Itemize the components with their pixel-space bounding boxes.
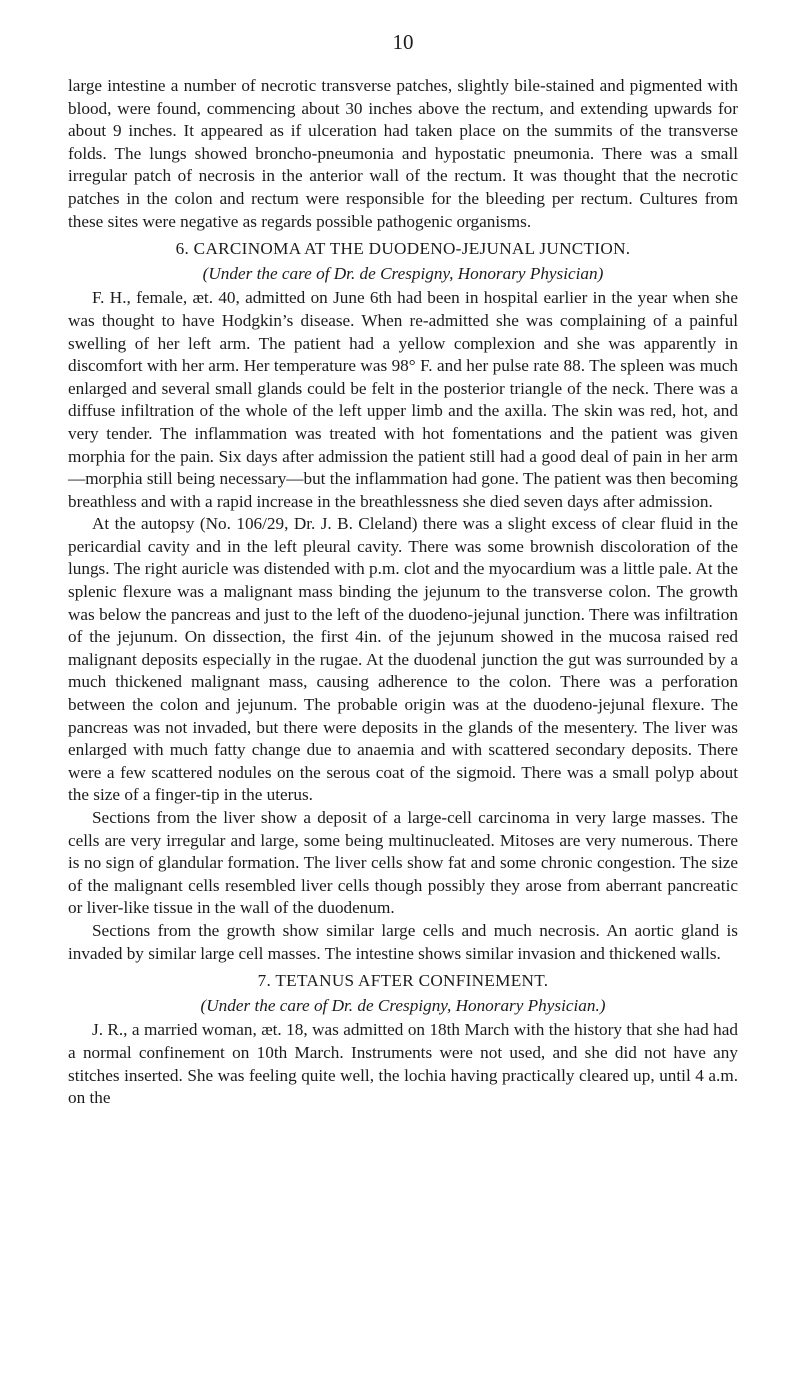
section-7-attribution: (Under the care of Dr. de Crespigny, Honorary Physician.) <box>200 995 606 1015</box>
section-7-paragraph-1: J. R., a married woman, æt. 18, was admitted on 18th March with the history that she had had a normal confinement on 10th March. Instruments were not used, and she did not have any stitches inserted. She was feeling quite well, the lochia having practically cleared up, until 4 a.m. on the <box>68 1020 738 1108</box>
section-7-title: 7. TETANUS AFTER CONFINEMENT. <box>257 971 549 991</box>
paragraph-continued: large intestine a number of necrotic transverse patches, slightly bile-stained and pigmented with blood, were found, commencing about 30 inches above the rectum, and extending upwards for about 9 inches. It appeared as if ulceration had taken place on the summits of the transverse folds. The lungs showed broncho-pneumonia and hypostatic pneumonia. There was a small irregular patch of necrosis in the anterior wall of the rectum. It was thought that the necrotic patches in the colon and rectum were responsible for the bleeding per rectum. Cultures from these sites were negative as regards possible pathogenic organisms. <box>68 76 738 231</box>
section-6-paragraph-4: Sections from the growth show similar large cells and much necrosis. An aortic gland is invaded by similar large cell masses. The intestine shows similar invasion and thickened walls. <box>68 920 738 963</box>
section-6-paragraph-3: Sections from the liver show a deposit of a large-cell carcinoma in very large masses. The cells are very irregular and large, some being multinucleated. Mitoses are very numerous. There is no sign of glandular formation. The liver cells show fat and some chronic congestion. The size of the malignant cells resembled liver cells though possibly they arose from aberrant pancreatic or liver-like tissue in the wall of the duodenum. <box>68 808 738 918</box>
section-6-attribution: (Under the care of Dr. de Crespigny, Honorary Physician) <box>202 263 604 283</box>
section-6-title: 6. CARCINOMA AT THE DUODENO-JEJUNAL JUNCTION. <box>175 239 631 259</box>
section-6-paragraph-1: F. H., female, æt. 40, admitted on June 6th had been in hospital earlier in the year when she was thought to have Hodgkin’s disease. When re-admitted she was complaining of a painful swelling of her left arm. The patient had a yellow complexion and she was apparently in discomfort with her arm. Her temperature was 98° F. and her pulse rate 88. The spleen was much enlarged and several small glands could be felt in the posterior triangle of the neck. There was a diffuse infiltration of the whole of the left upper limb and the axilla. The skin was red, hot, and very tender. The inflammation was treated with hot fomentations and the patient was given morphia for the pain. Six days after admission the patient still had a good deal of pain in her arm—morphia still being necessary—but the inflammation had gone. The patient was then becoming breathless and with a rapid increase in the breathlessness she died seven days after admission. <box>68 288 738 511</box>
section-6-paragraph-2: At the autopsy (No. 106/29, Dr. J. B. Cleland) there was a slight excess of clear fluid in the pericardial cavity and in the left pleural cavity. There was some brownish discoloration of the lungs. The right auricle was distended with p.m. clot and the myocardium was a little pale. At the splenic flexure was a malignant mass binding the jejunum to the transverse colon. The growth was below the pancreas and just to the left of the duodeno-jejunal junction. There was infiltration of the jejunum. On dissection, the first 4in. of the jejunum showed in the mucosa raised red malignant deposits especially in the rugae. At the duodenal junction the gut was surrounded by a much thickened malignant mass, causing adherence to the colon. There was a perforation between the colon and jejunum. The probable origin was at the duodeno-jejunal flexure. The pancreas was not invaded, but there were deposits in the glands of the mesentery. The liver was enlarged with much fatty change due to anaemia and with scattered secondary deposits. There were a few scattered nodules on the serous coat of the sigmoid. There was a small polyp about the size of a finger-tip in the uterus. <box>68 514 738 805</box>
page-number: 10 <box>392 30 414 54</box>
